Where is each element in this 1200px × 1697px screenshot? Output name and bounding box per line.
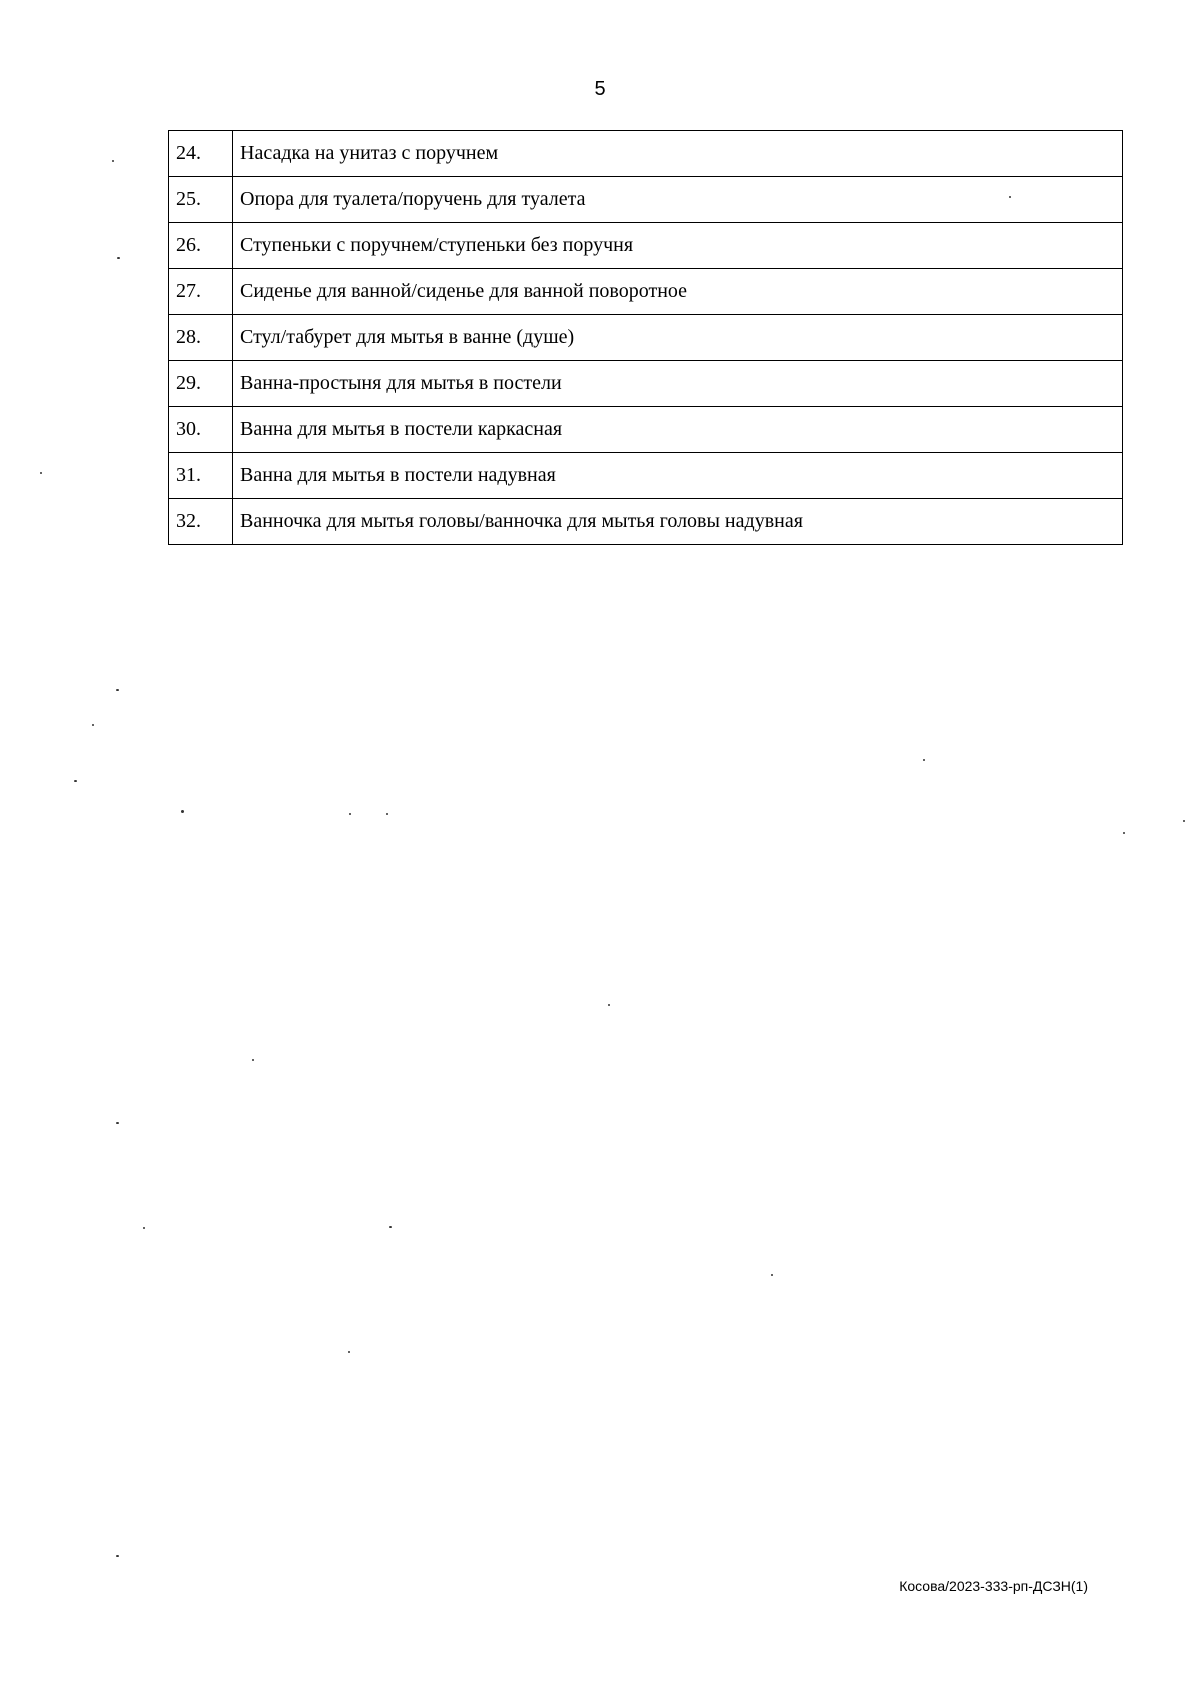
item-number: 30. [169,407,233,453]
item-number: 29. [169,361,233,407]
item-name: Опора для туалета/поручень для туалета [233,177,1123,223]
item-name: Ванна для мытья в постели надувная [233,453,1123,499]
scan-speck [1009,196,1011,198]
scan-speck [117,257,120,259]
scan-speck [923,759,925,761]
table-row [169,177,1123,223]
scan-speck [389,1226,392,1228]
item-name: Стул/табурет для мытья в ванне (душе) [233,315,1123,361]
table-row [169,223,1123,269]
scan-speck [386,813,388,815]
scan-speck [92,724,94,726]
table-row [169,453,1123,499]
item-name: Ступеньки с поручнем/ступеньки без поручня [233,223,1123,269]
table-row [169,361,1123,407]
item-number: 28. [169,315,233,361]
item-name: Насадка на унитаз с поручнем [233,131,1123,177]
scan-speck [74,780,77,782]
table-row [169,315,1123,361]
scan-speck [771,1274,773,1276]
page-number: 5 [594,78,606,100]
scan-speck [40,472,42,474]
scan-speck [608,1004,610,1006]
item-number: 25. [169,177,233,223]
item-number: 26. [169,223,233,269]
scan-speck [1123,832,1125,834]
item-name: Сиденье для ванной/сиденье для ванной поворотное [233,269,1123,315]
item-number: 24. [169,131,233,177]
item-name: Ванна-простыня для мытья в постели [233,361,1123,407]
items-table [168,130,1123,545]
scan-speck [143,1227,145,1229]
scan-speck [252,1059,254,1061]
table-row [169,269,1123,315]
scan-speck [112,160,114,162]
item-number: 32. [169,499,233,545]
scan-speck [116,1555,119,1557]
scan-speck [116,689,119,691]
table-row [169,499,1123,545]
item-number: 27. [169,269,233,315]
scan-speck [348,1351,350,1353]
scan-speck [181,810,184,813]
items-table-body [169,131,1123,545]
document-code: Косова/2023-333-рп-ДСЗН(1) [899,1578,1088,1594]
table-row [169,131,1123,177]
scan-speck [116,1122,119,1124]
scan-speck [349,813,351,815]
item-name: Ванночка для мытья головы/ванночка для мытья головы надувная [233,499,1123,545]
table-row [169,407,1123,453]
item-name: Ванна для мытья в постели каркасная [233,407,1123,453]
item-number: 31. [169,453,233,499]
scan-speck [1183,820,1185,822]
